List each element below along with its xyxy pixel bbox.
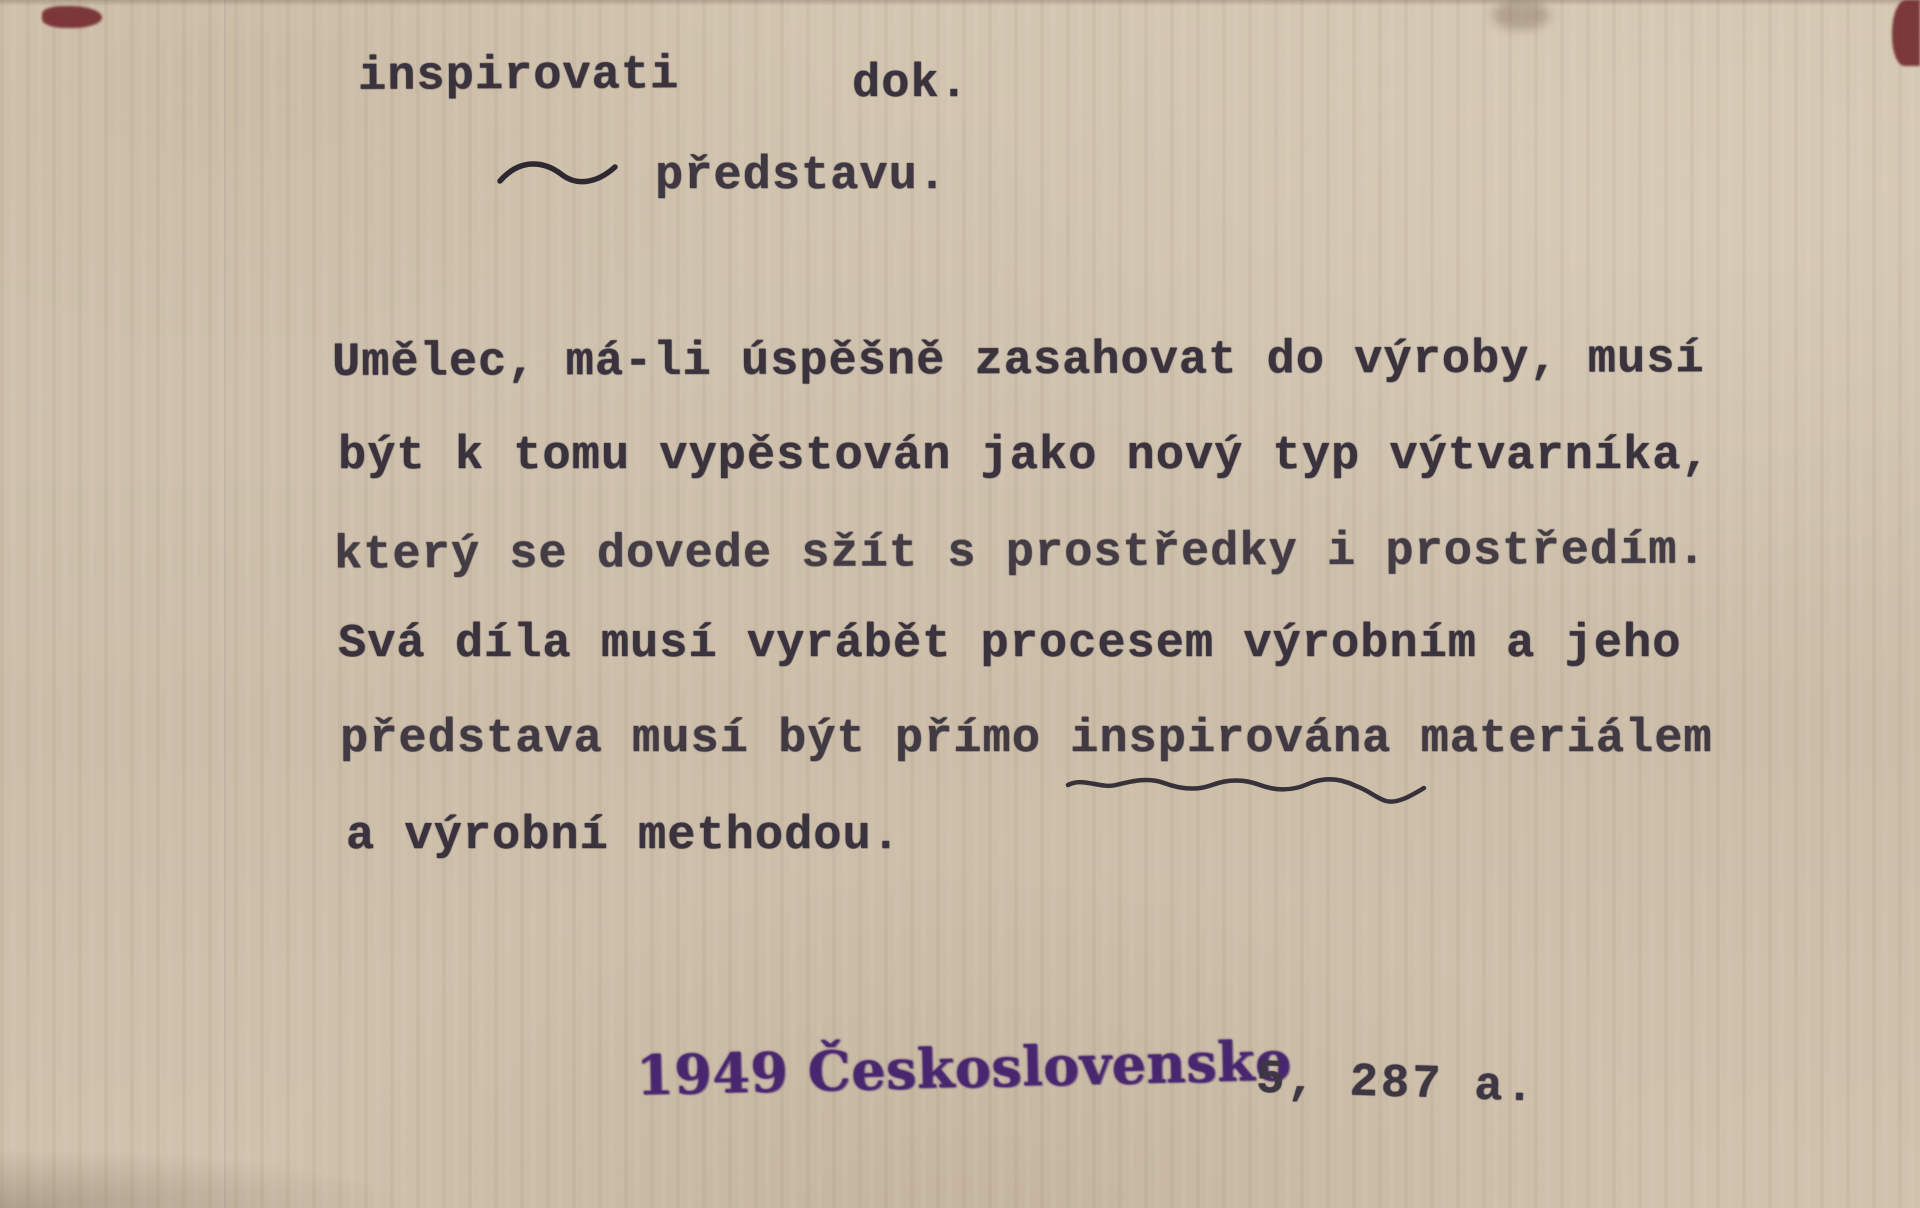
handwritten-tilde-icon: [492, 148, 624, 200]
paragraph-line: Umělec, má-li úspěšně zasahovat do výroby, musí: [331, 333, 1705, 390]
line5-before: představa musí být přímo: [340, 713, 1071, 766]
line5-underlined-text: inspirována: [1070, 713, 1392, 766]
catalog-number: 5, 287 a.: [1255, 1053, 1538, 1116]
line5-after: materiálem: [1391, 713, 1713, 766]
note-word-dok: dok.: [852, 58, 969, 111]
note-word-inspirovati: inspirovati: [357, 49, 680, 104]
wavy-underline-icon: [1062, 769, 1434, 809]
paragraph-line: Svá díla musí vyrábět procesem výrobním a jeho: [338, 618, 1682, 671]
red-ink-mark-top-left: [42, 6, 102, 28]
note-word-predstavu: představu.: [655, 150, 948, 203]
ink-smudge-top: [1492, 0, 1550, 30]
paragraph-line: a výrobní methodou.: [346, 810, 901, 863]
paragraph-line: který se dovede sžít s prostředky i prostředím.: [333, 524, 1707, 583]
red-ink-mark-top-right: [1892, 0, 1920, 66]
underlined-word-inspirovana: [1070, 713, 1391, 766]
paragraph-line: být k tomu vypěstován jako nový typ výtvarníka,: [338, 430, 1711, 483]
faint-margin-rule: [224, 0, 226, 1208]
paragraph-line: [340, 713, 1713, 766]
year-country-stamp: 1949 Československo: [635, 1028, 1293, 1108]
